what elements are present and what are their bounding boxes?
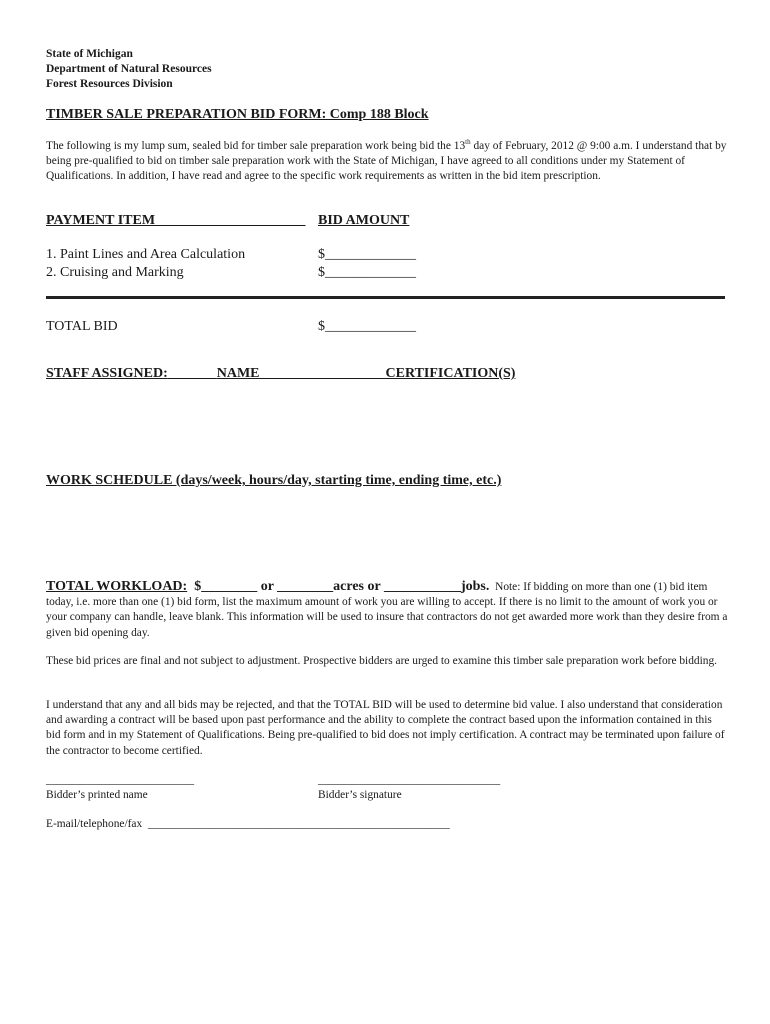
- workload-acres-blank[interactable]: ________acres: [277, 579, 365, 594]
- staff-name-header: NAME: [216, 366, 260, 381]
- workload-jobs-blank[interactable]: ___________jobs.: [383, 579, 490, 594]
- signature-line[interactable]: ________________________________: [318, 774, 501, 786]
- intro-superscript: th: [465, 138, 471, 147]
- final-prices-paragraph: These bid prices are final and not subject to adjustment. Prospective bidders are urged to examine this timber sale preparation work before bidding.: [46, 655, 718, 667]
- signature-label: Bidder’s signature: [318, 789, 402, 801]
- staff-cert-header: CERTIFICATION(S): [385, 366, 516, 381]
- workload-block: TOTAL WORKLOAD: $________ or ________acres or ___________jobs. Note: If bidding on more than one (1) bid item today, i.e. more than one (1) bid form, list the maximum amount of work you are willing to accept. If there is no limit to the amount of work you or your company can handle, leave blank. This information will be used to insure that contractors do not get awarded more work than they desire from a given bid opening day.: [46, 579, 728, 639]
- section-divider: [46, 296, 725, 299]
- intro-text-a: The following is my lump sum, sealed bid for timber sale preparation work being bid the 13: [46, 140, 466, 152]
- workload-dollar-blank[interactable]: $________: [194, 579, 258, 594]
- bid-amount-header: BID AMOUNT: [318, 213, 410, 228]
- total-bid-label: TOTAL BID: [46, 319, 118, 334]
- contact-row: [46, 818, 450, 830]
- staff-assigned-row: [46, 366, 515, 382]
- form-title: TIMBER SALE PREPARATION BID FORM: Comp 188 Block: [46, 107, 429, 122]
- printed-name-line[interactable]: __________________________: [46, 774, 195, 786]
- header-department: Department of Natural Resources: [46, 63, 212, 75]
- workload-note-start: Note: If bidding on more than one (1): [495, 581, 667, 593]
- contact-line[interactable]: _____________________________________________________: [147, 818, 450, 830]
- payment-item-1-label: 1. Paint Lines and Area Calculation: [46, 247, 246, 262]
- printed-name-label: Bidder’s printed name: [46, 789, 148, 801]
- intro-text-b: day of February, 2012 @ 9:00 a.m. I understand that by being pre-qualified to bid on timber sale preparation work with the State of Michigan, I have agreed to all conditions under my Statement of Qualifications. In addition, I have read and agree to the specific work requirements as written in the bid item prescription.: [46, 140, 727, 183]
- workload-note-rest: bid item today, i.e. more than one (1) bid form, list the maximum amount of work you are willing to accept. If there is no limit to the amount of work you or your company can handle, leave blank. This information will be used to insure that contractors do not get awarded more work than they desire from a given bid opening day.: [46, 581, 728, 639]
- payment-item-1-amount[interactable]: $_____________: [318, 247, 416, 262]
- header-division: Forest Resources Division: [46, 78, 173, 90]
- staff-assigned-label: STAFF ASSIGNED:: [46, 366, 168, 381]
- header-state: State of Michigan: [46, 48, 133, 60]
- contact-label: E-mail/telephone/fax: [46, 818, 143, 830]
- work-schedule-heading: WORK SCHEDULE (days/week, hours/day, starting time, ending time, etc.): [46, 473, 502, 488]
- understand-paragraph: I understand that any and all bids may be rejected, and that the TOTAL BID will be used to determine bid value. I also understand that consideration and awarding a contract will be based upon past performance and the ability to complete the contract based upon the information contained in this bid form and in my Statement of Qualifications. Being pre-qualified to bid does not imply certification. A contract may be terminated upon failure of the contractor to become certified.: [46, 699, 725, 757]
- total-bid-amount[interactable]: $_____________: [318, 319, 416, 334]
- payment-item-2-amount[interactable]: $_____________: [318, 265, 416, 280]
- workload-label: TOTAL WORKLOAD:: [46, 579, 188, 594]
- intro-paragraph: [46, 139, 728, 185]
- payment-item-header: PAYMENT ITEM: [46, 213, 156, 228]
- payment-item-2-label: 2. Cruising and Marking: [46, 265, 184, 280]
